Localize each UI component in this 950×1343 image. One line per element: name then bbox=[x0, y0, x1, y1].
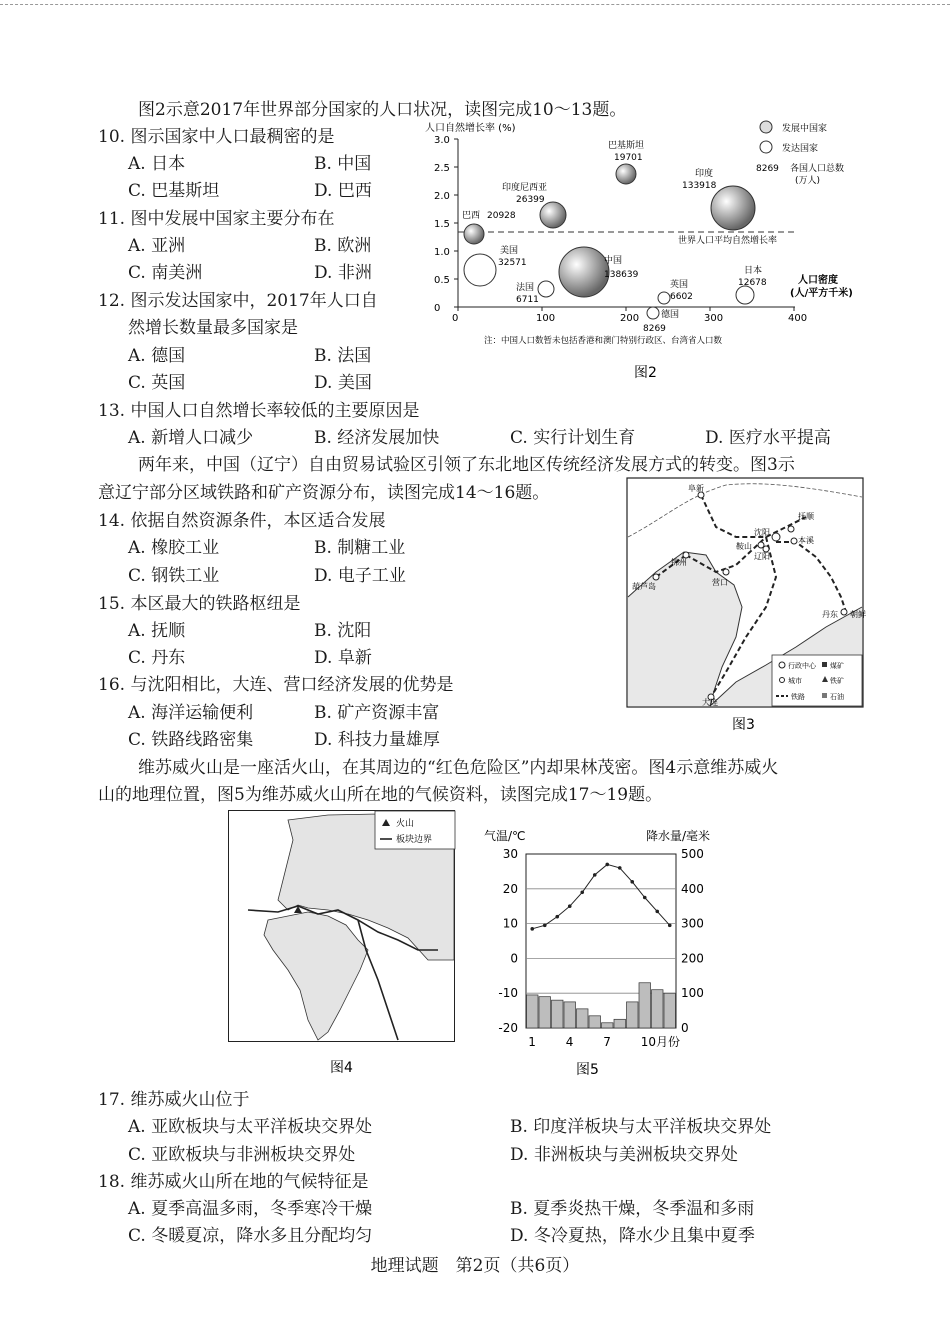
q15-stem: 15. 本区最大的铁路枢纽是 bbox=[98, 594, 301, 614]
fig2-xlabel2: (人/平方千米) bbox=[790, 288, 853, 299]
city-dandong-dot bbox=[841, 609, 847, 615]
q10-stem: 10. 图示国家中人口最稠密的是 bbox=[98, 127, 335, 147]
fig2-caption: 图2 bbox=[634, 365, 657, 381]
bubble-brazil bbox=[464, 224, 484, 244]
q11-option-b[interactable]: B. 欧洲 bbox=[314, 236, 372, 256]
intro-fig45-line2: 山的地理位置，图5为维苏威火山所在地的气候资料，读图完成17～19题。 bbox=[98, 785, 663, 805]
fig4-legend-volcano: 火山 bbox=[396, 819, 415, 829]
fig2-ytick-label: 1.0 bbox=[434, 247, 450, 258]
city-huludao: 葫芦岛 bbox=[632, 582, 656, 591]
fig2-note: 注：中国人口数暂未包括香港和澳门特别行政区、台湾省人口数 bbox=[484, 336, 723, 346]
legend-pop-line2: (万人) bbox=[795, 176, 821, 186]
q16-option-a[interactable]: A. 海洋运输便利 bbox=[128, 703, 254, 723]
fig5-precip-bar bbox=[552, 1000, 564, 1028]
city-fuxin: 阜新 bbox=[688, 484, 704, 493]
fig3-legend-admin: 行政中心 bbox=[788, 662, 816, 670]
fig5-precip-bar bbox=[652, 990, 664, 1028]
fig3-legend-iron: 铁矿 bbox=[830, 677, 844, 685]
city-shenyang: 沈阳 bbox=[754, 528, 770, 537]
fig4-legend-boundary: 板块边界 bbox=[396, 835, 433, 845]
fig3-legend-oil: 石油 bbox=[830, 693, 844, 701]
fig5-precip-tick: 400 bbox=[681, 881, 704, 896]
label-japan: 日本 bbox=[744, 266, 763, 276]
fig2-xtick-label: 0 bbox=[452, 313, 459, 324]
legend-developed-marker bbox=[760, 141, 772, 153]
fig5-precip-bar bbox=[664, 993, 676, 1028]
fig2-ytick-label: 2.0 bbox=[434, 191, 450, 202]
label-indonesia: 印度尼西亚 bbox=[502, 183, 548, 193]
fig2-xtick-label: 300 bbox=[704, 313, 724, 324]
q12-stem-line2: 然增长数量最多国家是 bbox=[128, 318, 298, 338]
fig5-temp-point bbox=[618, 866, 622, 870]
q10-option-c[interactable]: C. 巴基斯坦 bbox=[128, 181, 220, 201]
label-china-pop: 138639 bbox=[604, 270, 639, 280]
q18-option-a[interactable]: A. 夏季高温多雨，冬季寒冷干燥 bbox=[128, 1199, 373, 1219]
fig5-month-tick: 10月份 bbox=[640, 1035, 681, 1049]
q10-option-b[interactable]: B. 中国 bbox=[314, 154, 372, 174]
fig5-ylabel: 气温/℃ bbox=[484, 829, 526, 843]
fig5-temp-point bbox=[593, 873, 597, 877]
fig5-month-tick: 7 bbox=[603, 1035, 611, 1049]
fig2-ytick-label: 2.5 bbox=[434, 163, 450, 174]
q17-option-b[interactable]: B. 印度洋板块与太平洋板块交界处 bbox=[510, 1117, 772, 1137]
country-korea: 朝鲜 bbox=[850, 610, 866, 619]
q15-option-c[interactable]: C. 丹东 bbox=[128, 648, 186, 668]
fig5-precip-bar bbox=[602, 1023, 614, 1028]
q10-option-a[interactable]: A. 日本 bbox=[128, 154, 186, 174]
fig5-precip-bar bbox=[564, 1002, 576, 1028]
fig2-ytick-label: 3.0 bbox=[434, 135, 450, 146]
bubble-india bbox=[711, 186, 755, 230]
q13-option-d[interactable]: D. 医疗水平提高 bbox=[705, 428, 831, 448]
q13-stem: 13. 中国人口自然增长率较低的主要原因是 bbox=[98, 401, 420, 421]
label-pakistan: 巴基斯坦 bbox=[608, 141, 645, 151]
figure-3-liaoning-map bbox=[626, 477, 866, 737]
fig5-month-tick: 1 bbox=[528, 1035, 536, 1049]
fig5-temp-tick: 20 bbox=[502, 881, 518, 896]
q10-option-d[interactable]: D. 巴西 bbox=[314, 181, 372, 201]
q13-option-b[interactable]: B. 经济发展加快 bbox=[314, 428, 440, 448]
legend-developing-marker bbox=[760, 121, 772, 133]
city-huludao-dot bbox=[653, 574, 659, 580]
label-usa-pop: 32571 bbox=[498, 258, 527, 268]
q16-option-c[interactable]: C. 铁路线路密集 bbox=[128, 730, 254, 750]
city-benxi: 本溪 bbox=[798, 536, 814, 545]
fig5-temp-point bbox=[568, 904, 572, 908]
intro-fig3-line1: 两年来，中国（辽宁）自由贸易试验区引领了东北地区传统经济发展方式的转变。图3示 bbox=[138, 455, 795, 475]
q17-option-c[interactable]: C. 亚欧板块与非洲板块交界处 bbox=[128, 1145, 356, 1165]
fig3-legend-rail: 铁路 bbox=[791, 693, 805, 701]
fig5-temp-tick: 30 bbox=[502, 847, 518, 861]
label-china: 中国 bbox=[604, 256, 623, 266]
fig5-precip-bar bbox=[577, 1009, 589, 1028]
bubble-germany bbox=[647, 307, 659, 319]
q16-stem: 16. 与沈阳相比，大连、营口经济发展的优势是 bbox=[98, 675, 454, 695]
q13-option-c[interactable]: C. 实行计划生育 bbox=[510, 428, 636, 448]
page-footer: 地理试题 第2页（共6页） bbox=[370, 1256, 580, 1276]
fig2-ytick-label: 0.5 bbox=[434, 275, 450, 286]
intro-fig3-line2: 意辽宁部分区域铁路和矿产资源分布，读图完成14～16题。 bbox=[98, 483, 550, 503]
label-japan-pop: 12678 bbox=[738, 278, 767, 288]
city-benxi-dot bbox=[791, 538, 797, 544]
fig5-temp-point bbox=[530, 927, 534, 931]
city-dandong: 丹东 bbox=[822, 610, 838, 619]
label-germany: 德国 bbox=[661, 310, 680, 320]
fig2-ytick-label: 0 bbox=[434, 303, 441, 314]
fig3-legend-city: 城市 bbox=[788, 677, 802, 685]
fig5-temp-point bbox=[605, 863, 609, 867]
q16-option-d[interactable]: D. 科技力量雄厚 bbox=[314, 730, 440, 750]
city-dalian: 大连 bbox=[702, 698, 718, 707]
fig5-temp-point bbox=[580, 890, 584, 894]
fig5-ylabel-right: 降水量/毫米 bbox=[646, 829, 711, 843]
q14-option-c[interactable]: C. 钢铁工业 bbox=[128, 566, 220, 586]
label-indonesia-pop: 26399 bbox=[516, 195, 545, 205]
q12-option-a[interactable]: A. 德国 bbox=[128, 346, 186, 366]
bubble-uk bbox=[658, 292, 670, 304]
bubble-indonesia bbox=[540, 202, 566, 228]
label-uk: 英国 bbox=[670, 280, 689, 290]
fig5-temp-tick: -10 bbox=[498, 986, 518, 1001]
fig2-xtick-label: 400 bbox=[788, 313, 808, 324]
fig3-legend-box bbox=[772, 655, 862, 706]
q15-option-b[interactable]: B. 沈阳 bbox=[314, 621, 372, 641]
fig2-ylabel: 人口自然增长率 (%) bbox=[425, 123, 516, 134]
fig5-precip-tick: 300 bbox=[681, 916, 704, 931]
fig5-temp-tick: 0 bbox=[510, 951, 518, 966]
q15-option-a[interactable]: A. 抚顺 bbox=[128, 621, 186, 641]
fig5-month-tick: 4 bbox=[565, 1035, 574, 1049]
label-france-pop: 6711 bbox=[516, 295, 539, 305]
q14-option-b[interactable]: B. 制糖工业 bbox=[314, 538, 406, 558]
q14-option-d[interactable]: D. 电子工业 bbox=[314, 566, 406, 586]
fig5-precip-tick: 0 bbox=[681, 1021, 689, 1035]
fig3-caption: 图3 bbox=[732, 717, 755, 733]
q12-stem-line1: 12. 图示发达国家中，2017年人口自 bbox=[98, 291, 378, 311]
fig5-temp-point bbox=[668, 924, 672, 928]
fig5-precip-bar bbox=[639, 983, 651, 1028]
city-fushun: 抚顺 bbox=[798, 512, 814, 521]
intro-fig2: 图2示意2017年世界部分国家的人口状况，读图完成10～13题。 bbox=[138, 100, 627, 120]
fig5-temp-point bbox=[543, 924, 547, 928]
fig2-xtick-label: 200 bbox=[620, 313, 640, 324]
fig5-precip-bar bbox=[527, 995, 539, 1028]
q17-option-d[interactable]: D. 非洲板块与美洲板块交界处 bbox=[510, 1145, 738, 1165]
bubble-japan bbox=[736, 286, 754, 304]
fig2-average-label: 世界人口平均自然增长率 bbox=[678, 236, 778, 246]
fig5-caption: 图5 bbox=[576, 1062, 599, 1078]
city-fushun-dot bbox=[788, 526, 794, 532]
q18-option-b[interactable]: B. 夏季炎热干燥，冬季温和多雨 bbox=[510, 1199, 755, 1219]
label-germany-pop: 8269 bbox=[643, 324, 666, 334]
label-brazil: 巴西 bbox=[462, 211, 481, 221]
fig5-precip-bar bbox=[589, 1016, 601, 1028]
city-shenyang-dot bbox=[772, 533, 780, 541]
q17-option-a[interactable]: A. 亚欧板块与太平洋板块交界处 bbox=[128, 1117, 373, 1137]
fig5-temp-tick: -20 bbox=[498, 1021, 518, 1035]
figure-4-vesuvius-map bbox=[228, 810, 456, 1080]
city-anshan-dot bbox=[758, 542, 764, 548]
fig4-caption: 图4 bbox=[330, 1060, 353, 1076]
bubble-france bbox=[538, 281, 554, 297]
fig5-precip-bar bbox=[627, 1002, 639, 1028]
fig5-temp-tick: 10 bbox=[502, 916, 518, 931]
q11-stem: 11. 图中发展中国家主要分布在 bbox=[98, 209, 335, 229]
fig5-temp-point bbox=[555, 915, 559, 919]
fig5-precip-tick: 500 bbox=[681, 847, 704, 861]
q14-stem: 14. 依据自然资源条件，本区适合发展 bbox=[98, 511, 386, 531]
q15-option-d[interactable]: D. 阜新 bbox=[314, 648, 372, 668]
label-india-pop: 133918 bbox=[682, 181, 717, 191]
legend-developing: 发展中国家 bbox=[782, 124, 828, 134]
q18-option-c[interactable]: C. 冬暖夏凉，降水多且分配均匀 bbox=[128, 1226, 373, 1246]
top-rule bbox=[0, 4, 950, 5]
legend-developed: 发达国家 bbox=[782, 144, 819, 154]
legend-pop-line1: 各国人口总数 bbox=[790, 164, 845, 174]
q16-option-b[interactable]: B. 矿产资源丰富 bbox=[314, 703, 440, 723]
city-yingkou-dot bbox=[723, 569, 729, 575]
q13-option-a[interactable]: A. 新增人口减少 bbox=[128, 428, 254, 448]
fig5-temp-line bbox=[532, 864, 670, 928]
city-jinzhou: 锦州 bbox=[671, 558, 687, 567]
fig5-precip-tick: 100 bbox=[681, 986, 704, 1001]
q12-option-c[interactable]: C. 英国 bbox=[128, 373, 186, 393]
q14-option-a[interactable]: A. 橡胶工业 bbox=[128, 538, 220, 558]
intro-fig45-line1: 维苏威火山是一座活火山，在其周边的“红色危险区”内却果林茂密。图4示意维苏威火 bbox=[138, 758, 779, 778]
bubble-china bbox=[559, 247, 609, 297]
q12-option-b[interactable]: B. 法国 bbox=[314, 346, 372, 366]
label-india: 印度 bbox=[695, 169, 714, 179]
q12-option-d[interactable]: D. 美国 bbox=[314, 373, 372, 393]
legend-number: 8269 bbox=[756, 164, 779, 174]
fig5-temp-point bbox=[643, 896, 647, 900]
label-brazil-pop: 20928 bbox=[487, 211, 516, 221]
fig5-temp-point bbox=[655, 910, 659, 914]
figure-5-climate-chart bbox=[476, 818, 746, 1080]
fig3-legend-coal: 煤矿 bbox=[830, 662, 844, 670]
label-pakistan-pop: 19701 bbox=[614, 153, 643, 163]
q17-stem: 17. 维苏威火山位于 bbox=[98, 1090, 250, 1110]
fig2-ytick-label: 1.5 bbox=[434, 219, 450, 230]
fig5-precip-tick: 200 bbox=[681, 951, 704, 966]
figure-2-bubble-chart bbox=[420, 115, 865, 385]
label-usa: 美国 bbox=[500, 246, 519, 256]
label-france: 法国 bbox=[516, 283, 535, 293]
q11-option-d[interactable]: D. 非洲 bbox=[314, 263, 372, 283]
q11-option-c[interactable]: C. 南美洲 bbox=[128, 263, 203, 283]
city-yingkou: 营口 bbox=[712, 578, 728, 587]
q18-option-d[interactable]: D. 冬冷夏热，降水少且集中夏季 bbox=[510, 1226, 755, 1246]
fig5-precip-bar bbox=[539, 997, 551, 1028]
fig2-xtick-label: 100 bbox=[536, 313, 556, 324]
q18-stem: 18. 维苏威火山所在地的气候特征是 bbox=[98, 1172, 369, 1192]
fig5-precip-bar bbox=[614, 1019, 626, 1028]
bubble-usa bbox=[464, 254, 496, 286]
label-uk-pop: 6602 bbox=[670, 292, 693, 302]
city-liaoyang: 辽阳 bbox=[754, 552, 770, 561]
city-anshan: 鞍山 bbox=[736, 542, 752, 551]
bubble-pakistan bbox=[616, 164, 636, 184]
fig2-xlabel1: 人口密度 bbox=[798, 275, 838, 286]
fig5-temp-point bbox=[630, 880, 634, 884]
q11-option-a[interactable]: A. 亚洲 bbox=[128, 236, 186, 256]
